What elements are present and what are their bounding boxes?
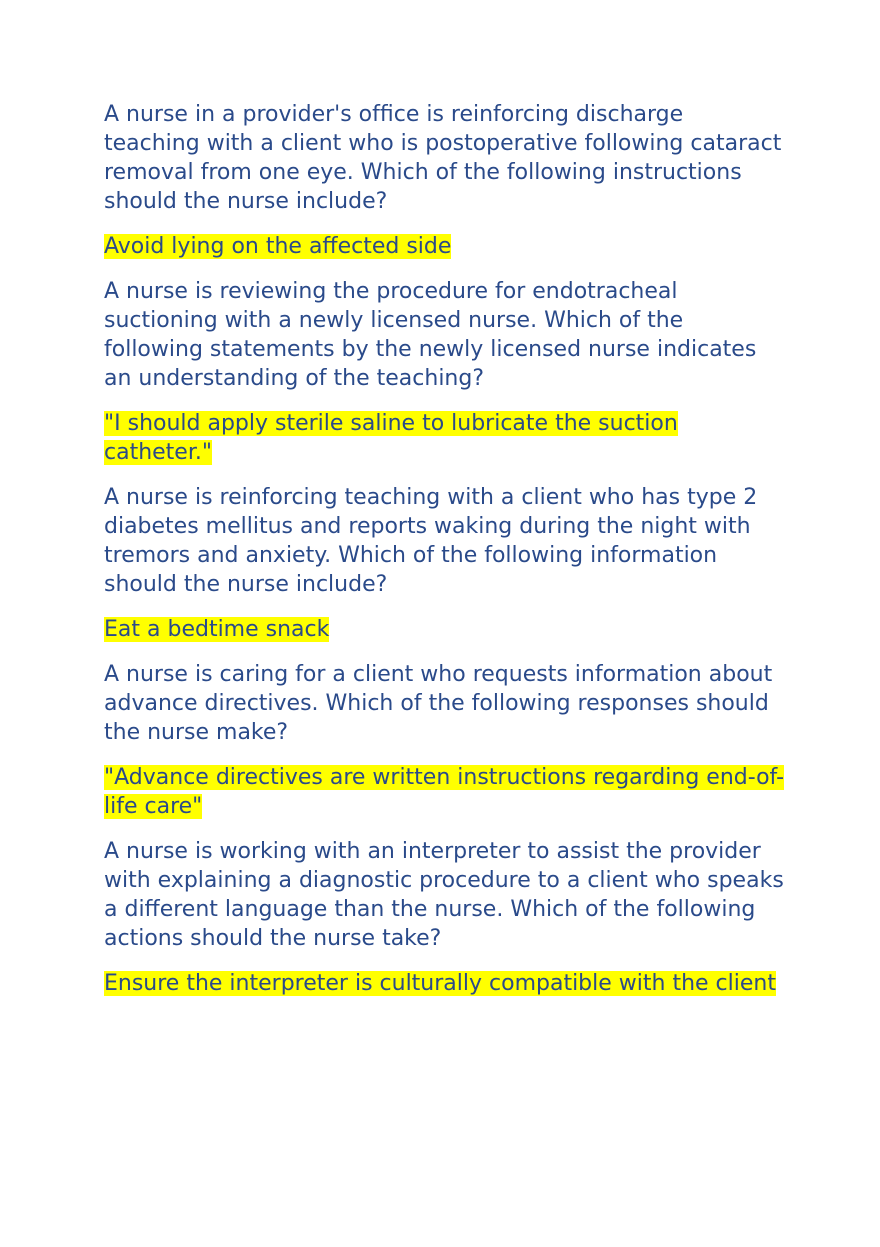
answer-1-highlight: Avoid lying on the affected side (104, 234, 452, 259)
answer-4-highlight: "Advance directives are written instructions regarding end-of-life care" (104, 765, 785, 819)
answer-5-highlight: Ensure the interpreter is culturally compatible with the client (104, 971, 776, 996)
answer-3-highlight: Eat a bedtime snack (104, 617, 330, 642)
answer-5 (104, 969, 784, 998)
answer-2 (104, 409, 784, 467)
answer-1 (104, 232, 784, 261)
question-4: A nurse is caring for a client who requests information about advance directives. Which of the following responses should the nurse make? (104, 662, 773, 745)
question-2: A nurse is reviewing the procedure for endotracheal suctioning with a newly licensed nurse. Which of the following statements by the newly licensed nurse indicates an understanding of the teaching? (104, 279, 757, 391)
answer-4 (104, 763, 784, 821)
question-1: A nurse in a provider's ofﬁce is reinforcing discharge teaching with a client who is postoperative following cataract removal from one eye. Which of the following instructions should the nurse include? (104, 102, 782, 214)
question-5: A nurse is working with an interpreter to assist the provider with explaining a diagnostic procedure to a client who speaks a different language than the nurse. Which of the following actions should the nurse take? (104, 839, 784, 951)
question-3: A nurse is reinforcing teaching with a client who has type 2 diabetes mellitus and reports waking during the night with tremors and anxiety. Which of the following information should the nurse include? (104, 485, 758, 597)
answer-3 (104, 615, 784, 644)
answer-2-highlight: "I should apply sterile saline to lubricate the suction catheter." (104, 411, 678, 465)
